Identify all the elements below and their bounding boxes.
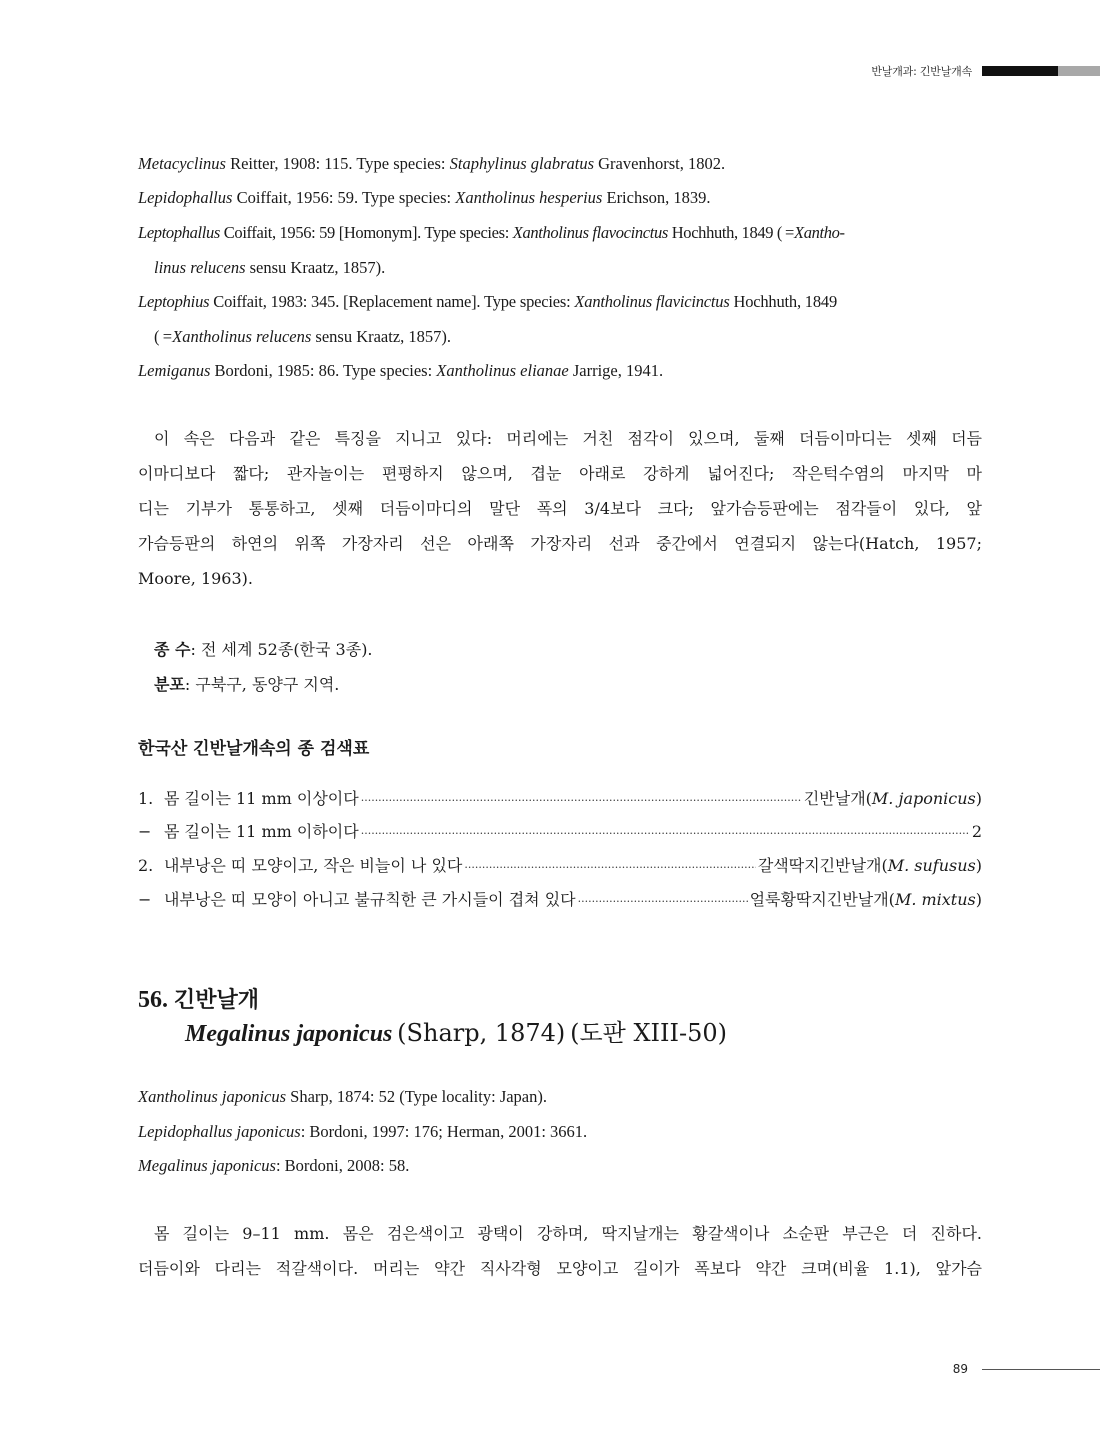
species-synonym: Megalinus japonicus: Bordoni, 2008: 58. — [138, 1156, 410, 1175]
key-row: 1. 몸 길이는 11 mm 이상이다 ····· 긴반날개(M. japonicus) — [138, 789, 982, 811]
synonym-entry: Lepidophallus Coiffait, 1956: 59. Type species: Xantholinus hesperius Erichson, 1839. — [138, 188, 711, 207]
key-row: − 몸 길이는 11 mm 이하이다 ····· 2 — [138, 822, 982, 844]
leader-dots — [361, 789, 802, 811]
page-footer — [953, 1362, 1100, 1376]
synonym-entry: Leptophallus Coiffait, 1956: 59 [Homonym]. Type species: Xantholinus flavocinctus Hochhuth, 1849 ( =Xantho- — [138, 223, 845, 242]
running-header — [871, 64, 1100, 78]
species-synonym: Xantholinus japonicus Sharp, 1874: 52 (Type locality: Japan). — [138, 1087, 548, 1106]
species-count: 종 수: 전 세계 52종(한국 3종). — [154, 640, 373, 659]
synonym-entry: Metacyclinus Reitter, 1908: 115. Type species: Staphylinus glabratus Gravenhorst, 1802. — [138, 154, 726, 173]
species-description: 몸 길이는 9–11 mm. 몸은 검은색이고 광택이 강하며, 딱지날개는 황갈색이나 소순판 부근은 더 진하다. 더듬이와 다리는 적갈색이다. 머리는 약간 직사각형 모양이고 길이가 폭보다 약간 크며(비율 1.1), 앞가슴 — [138, 1224, 982, 1278]
synonym-entry: Leptophius Coiffait, 1983: 345. [Replacement name]. Type species: Xantholinus flavicinctus Hochhuth, 1849 — [138, 292, 837, 311]
key-row: 2. 내부낭은 띠 모양이고, 작은 비늘이 나 있다 ····· 갈색딱지긴반날개(M. sufusus) — [138, 856, 982, 878]
distribution: 분포: 구북구, 동양구 지역. — [154, 675, 340, 694]
synonym-continuation: linus relucens sensu Kraatz, 1857). — [154, 258, 386, 277]
synonym-continuation: ( =Xantholinus relucens sensu Kraatz, 1857). — [154, 327, 452, 346]
species-heading: 56. 긴반날개 — [138, 987, 260, 1013]
page-number: 89 — [952, 1362, 968, 1376]
footer-rule — [982, 1369, 1100, 1370]
species-synonym: Lepidophallus japonicus: Bordoni, 1997: 176; Herman, 2001: 3661. — [138, 1122, 588, 1141]
leader-dots — [464, 856, 755, 878]
header-title: 반날개과: 긴반날개속 — [871, 65, 972, 78]
key-row: − 내부낭은 띠 모양이 아니고 불규칙한 큰 가시들이 겹쳐 있다 ····· 얼룩황딱지긴반날개(M. mixtus) — [138, 890, 982, 912]
species-latin-heading: Megalinus japonicus (Sharp, 1874) (도판 XIII-50) — [185, 1019, 727, 1047]
synonym-entry: Lemiganus Bordoni, 1985: 86. Type species: Xantholinus elianae Jarrige, 1941. — [138, 361, 664, 380]
leader-dots — [361, 822, 970, 844]
leader-dots — [578, 890, 748, 912]
key-title: 한국산 긴반날개속의 종 검색표 — [138, 739, 370, 759]
header-bar-gray — [1058, 66, 1100, 76]
header-bar-black — [982, 66, 1058, 76]
genus-description: 이 속은 다음과 같은 특징을 지니고 있다: 머리에는 거친 점각이 있으며, 둘째 더듬이마디는 셋째 더듬 이마디보다 짧다; 관자놀이는 편평하지 않으며, 겹눈 아래로 강하게 넓어진다; 작은턱수염의 마지막 마 디는 기부가 통통하고, 셋째 더듬이마디의 말단 폭의 3/4보다 크다; 앞가슴등판에는 점각들이 있다, 앞 가슴등판의 하연의 위쪽 가장자리 선은 아래쪽 가장자리 선과 중간에서 연결되지 않는다(Hatch, 1957; Moore, 1963). — [138, 429, 982, 588]
